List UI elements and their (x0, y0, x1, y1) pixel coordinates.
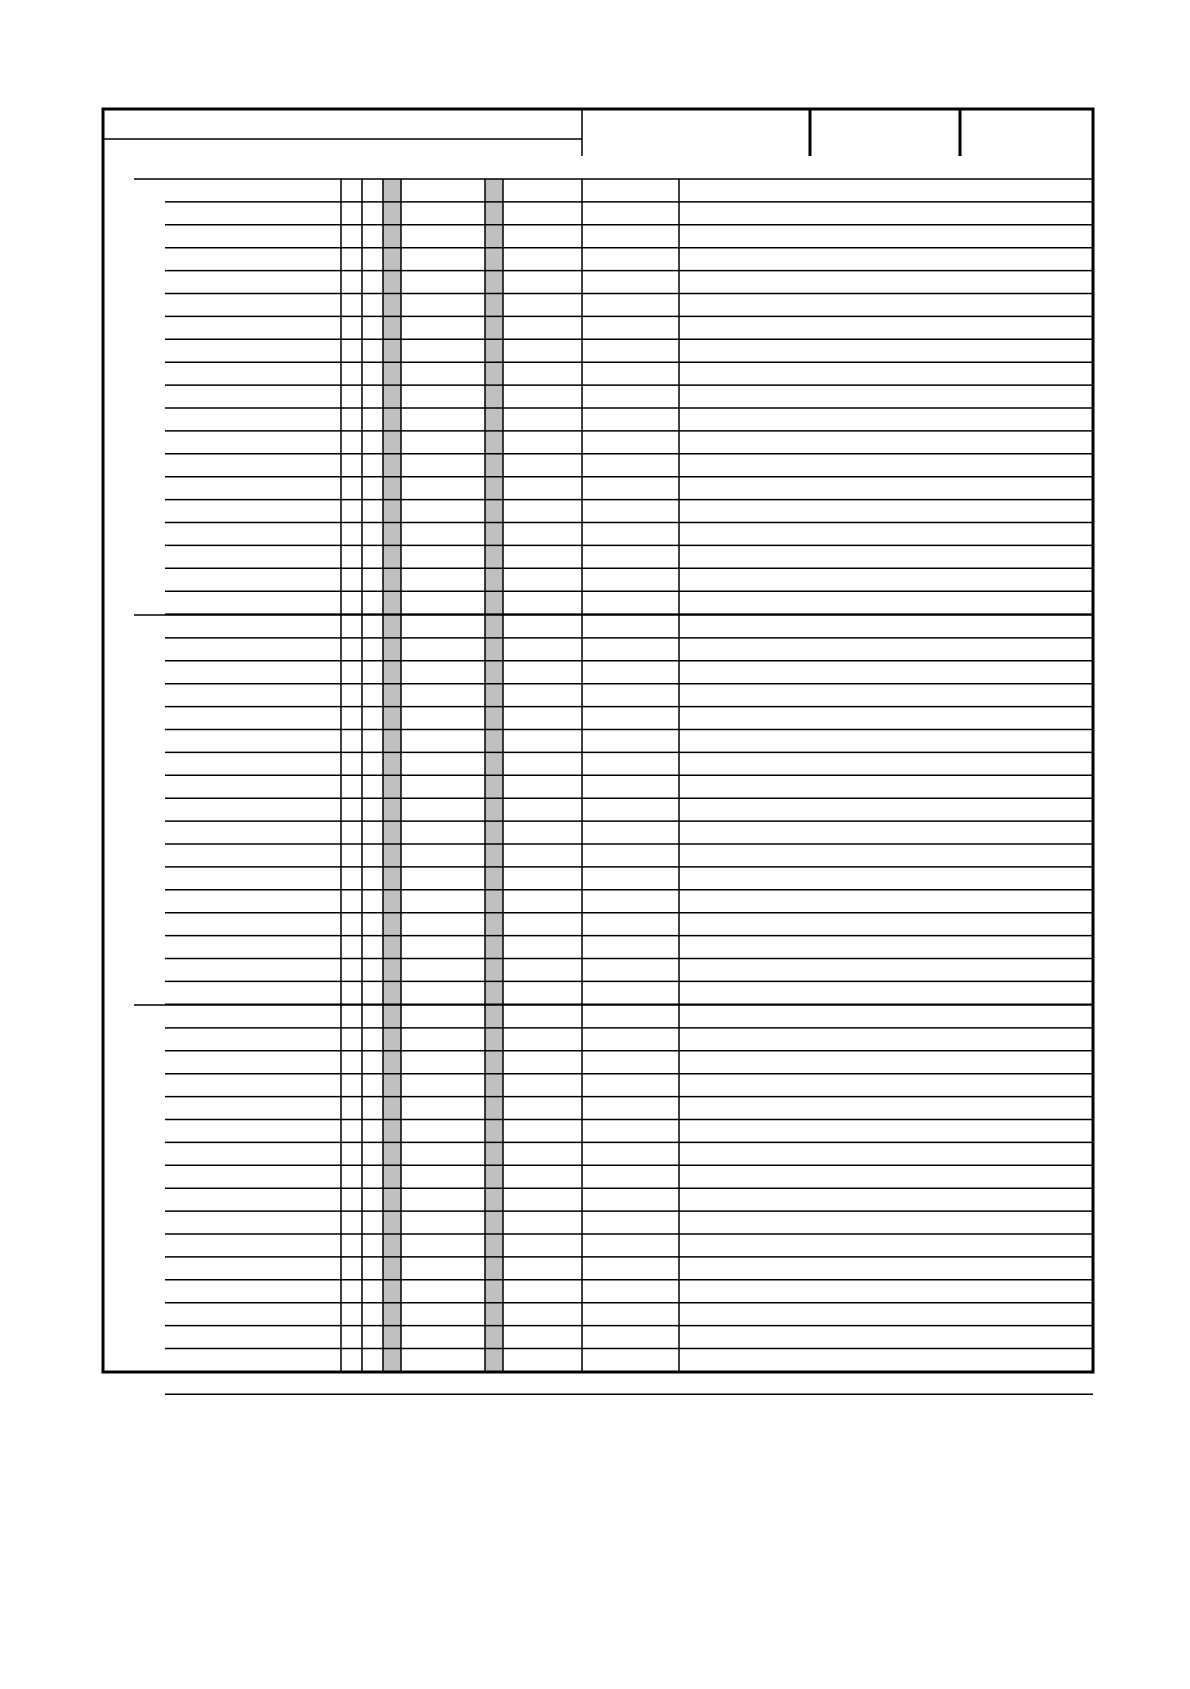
row-label-field[interactable] (167, 593, 339, 612)
row-label-field[interactable] (167, 1305, 339, 1324)
row-label-field[interactable] (167, 227, 339, 246)
row-label-field[interactable] (167, 1099, 339, 1118)
row-label-field[interactable] (167, 754, 339, 773)
row-label-field[interactable] (167, 525, 339, 544)
section-name-field[interactable] (136, 158, 167, 177)
title-field-1[interactable] (107, 112, 578, 138)
row-label-field[interactable] (167, 1351, 339, 1370)
row-label-field[interactable] (167, 181, 339, 200)
header-box-a[interactable] (586, 112, 806, 154)
section-name-field[interactable] (136, 984, 167, 1003)
row-label-field[interactable] (167, 777, 339, 796)
row-label-field[interactable] (167, 800, 339, 819)
row-label-field[interactable] (167, 1030, 339, 1049)
row-label-field[interactable] (167, 732, 339, 751)
row-label-field[interactable] (167, 1373, 339, 1392)
row-label-field[interactable] (167, 892, 339, 911)
header-box-c[interactable] (964, 112, 1085, 154)
row-label-field[interactable] (167, 663, 339, 682)
row-label-field[interactable] (167, 456, 339, 475)
row-label-field[interactable] (167, 204, 339, 223)
row-label-field[interactable] (167, 1167, 339, 1186)
row-label-field[interactable] (167, 938, 339, 957)
row-label-field[interactable] (167, 846, 339, 865)
row-label-field[interactable] (167, 273, 339, 292)
row-label-field[interactable] (167, 570, 339, 589)
title-field-2[interactable] (107, 142, 578, 168)
row-label-field[interactable] (167, 1007, 339, 1026)
row-label-field[interactable] (167, 823, 339, 842)
row-label-field[interactable] (167, 1122, 339, 1141)
row-label-field[interactable] (167, 1053, 339, 1072)
header-box-b[interactable] (814, 112, 952, 154)
row-label-field[interactable] (167, 479, 339, 498)
row-label-field[interactable] (167, 296, 339, 315)
row-label-field[interactable] (167, 250, 339, 269)
row-label-field[interactable] (167, 318, 339, 337)
row-label-field[interactable] (167, 1144, 339, 1163)
row-label-field[interactable] (167, 1190, 339, 1209)
row-label-field[interactable] (167, 1076, 339, 1095)
row-label-field[interactable] (167, 983, 339, 1002)
row-label-field[interactable] (167, 1213, 339, 1232)
row-label-field[interactable] (167, 869, 339, 888)
row-label-field[interactable] (167, 502, 339, 521)
row-label-field[interactable] (167, 961, 339, 980)
row-label-field[interactable] (167, 547, 339, 566)
row-label-field[interactable] (167, 387, 339, 406)
row-label-field[interactable] (167, 1236, 339, 1255)
row-label-field[interactable] (167, 364, 339, 383)
row-label-field[interactable] (167, 915, 339, 934)
section-name-field[interactable] (136, 594, 167, 613)
row-label-field[interactable] (167, 410, 339, 429)
row-label-field[interactable] (167, 1282, 339, 1301)
row-label-field[interactable] (167, 433, 339, 452)
row-label-field[interactable] (167, 1259, 339, 1278)
row-label-field[interactable] (167, 617, 339, 636)
row-label-field[interactable] (167, 341, 339, 360)
row-label-field[interactable] (167, 640, 339, 659)
row-label-field[interactable] (167, 709, 339, 728)
row-label-field[interactable] (167, 686, 339, 705)
row-label-field[interactable] (167, 1328, 339, 1347)
